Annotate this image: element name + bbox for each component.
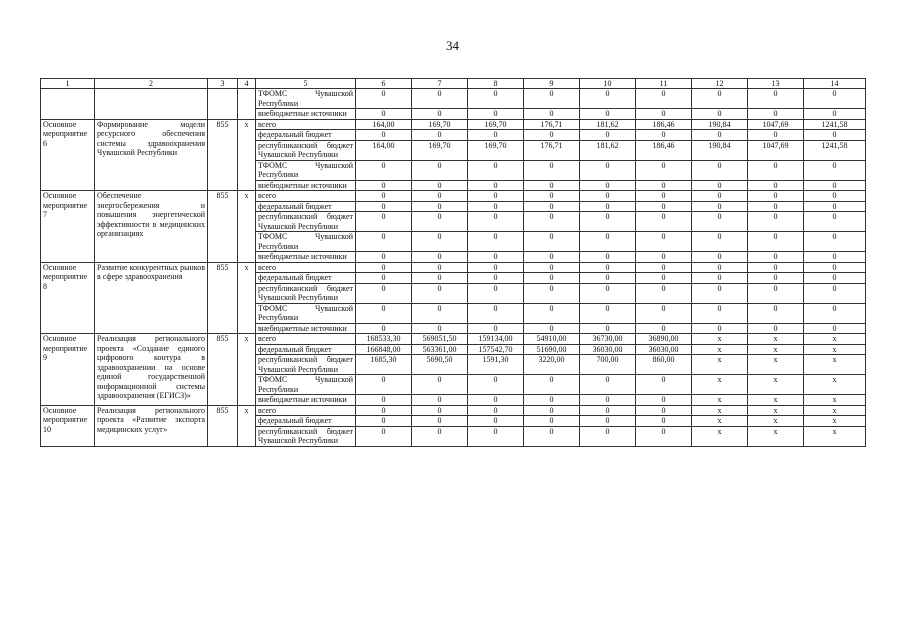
value-cell: 0 [524,273,580,284]
activity-description: Обеспечение энергосбережения и повышения энергетической эффективности в медицинских организациях [95,191,208,263]
budget-code: 855 [208,405,238,446]
value-cell: 181,62 [580,140,636,160]
value-cell: 0 [468,191,524,202]
activity-name: Основное мероприятие 8 [41,262,95,334]
value-cell: 0 [580,405,636,416]
value-cell: 51690,00 [524,344,580,355]
value-cell: x [748,375,804,395]
value-cell: 0 [580,375,636,395]
value-cell: x [804,355,866,375]
value-cell: 0 [356,180,412,191]
activity-name: Основное мероприятие 6 [41,119,95,191]
value-cell: 0 [804,303,866,323]
value-cell: 0 [412,180,468,191]
value-cell: 157542,70 [468,344,524,355]
value-cell: 0 [748,191,804,202]
value-cell: 0 [468,273,524,284]
value-cell: 0 [412,273,468,284]
value-cell: 0 [412,283,468,303]
value-cell: 0 [524,426,580,446]
value-cell: 0 [412,426,468,446]
value-cell: 0 [524,375,580,395]
table-row [41,262,866,273]
value-cell: x [748,405,804,416]
value-cell: 0 [580,191,636,202]
value-cell: 0 [692,232,748,252]
value-cell: 0 [636,191,692,202]
activity-name: Основное мероприятие 7 [41,191,95,263]
column-header: 2 [95,79,208,89]
code-mark: x [238,405,256,446]
value-cell: x [748,395,804,406]
funding-source: ТФОМС Чувашской Республики [256,232,356,252]
value-cell: 0 [580,416,636,427]
value-cell: 860,00 [636,355,692,375]
value-cell: 0 [580,303,636,323]
column-header: 5 [256,79,356,89]
value-cell: 1241,58 [804,140,866,160]
column-header: 14 [804,79,866,89]
value-cell: 0 [580,180,636,191]
value-cell: 169,70 [412,119,468,130]
value-cell: x [692,355,748,375]
activity-description: Реализация регионального проекта «Создание единого цифрового контура в здравоохранении на основе единой государственной информационной системы здравоохранения (ЕГИСЗ)» [95,334,208,406]
value-cell: 0 [412,232,468,252]
funding-source: внебюджетные источники [256,323,356,334]
value-cell: 0 [580,212,636,232]
value-cell: 0 [356,375,412,395]
value-cell: 54910,00 [524,334,580,345]
value-cell: 0 [748,130,804,141]
value-cell: 0 [524,395,580,406]
value-cell: x [748,344,804,355]
value-cell: 0 [412,89,468,109]
value-cell: 0 [412,262,468,273]
value-cell: 0 [524,130,580,141]
value-cell: 0 [468,130,524,141]
value-cell: 0 [804,273,866,284]
value-cell: 0 [468,89,524,109]
funding-source: ТФОМС Чувашской Республики [256,375,356,395]
value-cell: x [692,334,748,345]
value-cell: 0 [692,130,748,141]
value-cell: 0 [468,416,524,427]
value-cell: 0 [636,283,692,303]
value-cell: 1591,30 [468,355,524,375]
value-cell: 0 [636,395,692,406]
value-cell: 0 [580,426,636,446]
funding-source: федеральный бюджет [256,273,356,284]
value-cell: 0 [748,303,804,323]
value-cell: 0 [804,89,866,109]
value-cell: 0 [748,89,804,109]
value-cell: 0 [412,130,468,141]
value-cell: 569051,50 [412,334,468,345]
value-cell: 0 [748,262,804,273]
funding-source: федеральный бюджет [256,416,356,427]
funding-source: внебюджетные источники [256,395,356,406]
value-cell: 0 [580,232,636,252]
value-cell: 0 [636,252,692,263]
value-cell: 0 [748,201,804,212]
value-cell: 0 [804,212,866,232]
value-cell: 0 [748,109,804,120]
value-cell: 0 [692,180,748,191]
funding-source: республиканский бюджет Чувашской Республики [256,355,356,375]
value-cell: 0 [412,405,468,416]
budget-code: 855 [208,334,238,406]
value-cell: 0 [692,191,748,202]
funding-source: всего [256,191,356,202]
value-cell: 0 [748,283,804,303]
value-cell: 0 [412,416,468,427]
value-cell: 0 [524,109,580,120]
value-cell: 36890,00 [636,334,692,345]
value-cell: 0 [412,191,468,202]
value-cell: 0 [748,212,804,232]
column-header: 9 [524,79,580,89]
value-cell: x [692,416,748,427]
value-cell: 0 [524,201,580,212]
funding-source: республиканский бюджет Чувашской Республики [256,212,356,232]
value-cell: x [804,395,866,406]
value-cell: 190,84 [692,119,748,130]
value-cell: 0 [356,252,412,263]
value-cell: 0 [524,323,580,334]
value-cell: 0 [748,160,804,180]
value-cell: 0 [524,303,580,323]
value-cell: 0 [412,323,468,334]
value-cell: 0 [692,160,748,180]
value-cell: 1685,30 [356,355,412,375]
value-cell: 0 [356,283,412,303]
value-cell: 0 [356,130,412,141]
value-cell: 36730,00 [580,334,636,345]
value-cell: 0 [524,212,580,232]
value-cell: 0 [356,212,412,232]
value-cell: 0 [636,303,692,323]
value-cell: x [748,416,804,427]
value-cell: 0 [580,323,636,334]
value-cell: 0 [468,405,524,416]
funding-source: внебюджетные источники [256,180,356,191]
funding-source: федеральный бюджет [256,344,356,355]
column-header: 7 [412,79,468,89]
value-cell: 0 [356,109,412,120]
activity-description [95,89,208,120]
value-cell: 0 [524,191,580,202]
value-cell: 0 [356,405,412,416]
value-cell: 159134,00 [468,334,524,345]
value-cell: 0 [580,89,636,109]
table-row [41,405,866,416]
activity-name [41,89,95,120]
value-cell: 0 [692,109,748,120]
value-cell: 0 [356,426,412,446]
column-header: 1 [41,79,95,89]
value-cell: 1047,69 [748,119,804,130]
value-cell: x [804,426,866,446]
column-header: 11 [636,79,692,89]
value-cell: 563361,00 [412,344,468,355]
value-cell: 0 [580,395,636,406]
value-cell: 0 [804,283,866,303]
column-header: 10 [580,79,636,89]
value-cell: 1047,69 [748,140,804,160]
value-cell: 0 [748,232,804,252]
value-cell: 0 [468,262,524,273]
value-cell: 0 [468,212,524,232]
code-mark: x [238,191,256,263]
value-cell: x [748,426,804,446]
value-cell: 0 [692,283,748,303]
value-cell: 0 [524,283,580,303]
value-cell: 3220,00 [524,355,580,375]
value-cell: 0 [412,160,468,180]
code-mark: x [238,262,256,334]
value-cell: 0 [692,303,748,323]
value-cell: 0 [524,252,580,263]
value-cell: 0 [804,130,866,141]
value-cell: 176,71 [524,140,580,160]
value-cell: 0 [412,303,468,323]
value-cell: 0 [524,180,580,191]
value-cell: 0 [356,262,412,273]
funding-source: республиканский бюджет Чувашской Республики [256,283,356,303]
column-header: 3 [208,79,238,89]
value-cell: 0 [356,303,412,323]
funding-source: внебюджетные источники [256,252,356,263]
column-header: 13 [748,79,804,89]
value-cell: x [804,334,866,345]
value-cell: 0 [356,416,412,427]
value-cell: 190,84 [692,140,748,160]
value-cell: 0 [356,89,412,109]
value-cell: 0 [636,89,692,109]
value-cell: 0 [748,180,804,191]
value-cell: 0 [636,405,692,416]
value-cell: x [692,405,748,416]
value-cell: 0 [580,160,636,180]
funding-source: всего [256,119,356,130]
value-cell: 0 [524,262,580,273]
value-cell: 0 [468,232,524,252]
funding-source: республиканский бюджет Чувашской Республики [256,140,356,160]
value-cell: x [692,395,748,406]
value-cell: 0 [524,405,580,416]
value-cell: 169,70 [468,119,524,130]
activity-name: Основное мероприятие 10 [41,405,95,446]
value-cell: 0 [804,180,866,191]
value-cell: 0 [412,109,468,120]
value-cell: 0 [468,323,524,334]
value-cell: 0 [580,273,636,284]
table-row [41,191,866,202]
value-cell: 0 [636,262,692,273]
funding-source: всего [256,262,356,273]
value-cell: 0 [636,375,692,395]
value-cell: 0 [468,160,524,180]
budget-code [208,89,238,120]
value-cell: 0 [692,262,748,273]
value-cell: 0 [468,109,524,120]
value-cell: 0 [804,252,866,263]
value-cell: 0 [468,303,524,323]
column-header: 8 [468,79,524,89]
value-cell: x [804,344,866,355]
value-cell: 0 [804,160,866,180]
value-cell: 164,00 [356,119,412,130]
value-cell: 0 [468,375,524,395]
value-cell: 0 [580,109,636,120]
value-cell: 0 [748,323,804,334]
value-cell: 0 [468,395,524,406]
value-cell: 0 [636,212,692,232]
budget-table [40,78,866,447]
value-cell: 0 [636,109,692,120]
value-cell: 0 [636,180,692,191]
value-cell: 169,70 [412,140,468,160]
value-cell: 0 [748,252,804,263]
value-cell: 0 [524,160,580,180]
value-cell: 0 [356,323,412,334]
value-cell: 186,46 [636,119,692,130]
column-header: 6 [356,79,412,89]
value-cell: 0 [412,212,468,232]
table-row [41,89,866,109]
value-cell: 0 [356,395,412,406]
value-cell: 0 [412,201,468,212]
budget-code: 855 [208,119,238,191]
value-cell: 0 [804,201,866,212]
funding-source: ТФОМС Чувашской Республики [256,303,356,323]
value-cell: 181,62 [580,119,636,130]
value-cell: 0 [692,273,748,284]
value-cell: 0 [804,323,866,334]
value-cell: x [804,416,866,427]
value-cell: x [748,355,804,375]
page-number: 34 [446,38,459,53]
funding-source: всего [256,334,356,345]
funding-source: всего [256,405,356,416]
value-cell: 0 [412,375,468,395]
value-cell: x [692,344,748,355]
value-cell: 36030,00 [580,344,636,355]
funding-source: внебюджетные источники [256,109,356,120]
value-cell: 700,00 [580,355,636,375]
value-cell: 0 [580,262,636,273]
funding-source: федеральный бюджет [256,201,356,212]
column-header: 4 [238,79,256,89]
value-cell: 0 [636,426,692,446]
code-mark [238,89,256,120]
code-mark: x [238,334,256,406]
value-cell: 36030,00 [636,344,692,355]
value-cell: 169,70 [468,140,524,160]
value-cell: 168533,30 [356,334,412,345]
value-cell: x [692,375,748,395]
value-cell: 0 [636,130,692,141]
budget-code: 855 [208,191,238,263]
value-cell: 0 [356,160,412,180]
value-cell: x [804,375,866,395]
value-cell: 0 [636,273,692,284]
value-cell: 0 [692,89,748,109]
funding-source: республиканский бюджет Чувашской Республики [256,426,356,446]
value-cell: 0 [412,395,468,406]
value-cell: 0 [804,109,866,120]
activity-description: Формирование модели ресурсного обеспечения системы здравоохранения Чувашской Республики [95,119,208,191]
value-cell: 0 [748,273,804,284]
value-cell: 0 [580,252,636,263]
value-cell: 0 [468,283,524,303]
value-cell: 0 [636,323,692,334]
value-cell: 186,46 [636,140,692,160]
value-cell: x [748,334,804,345]
value-cell: 0 [580,130,636,141]
value-cell: 164,00 [356,140,412,160]
value-cell: 0 [636,232,692,252]
activity-description: Развитие конкурентных рынков в сфере здравоохранения [95,262,208,334]
value-cell: 0 [468,426,524,446]
value-cell: 0 [524,416,580,427]
value-cell: 0 [692,212,748,232]
value-cell: 0 [524,89,580,109]
funding-source: ТФОМС Чувашской Республики [256,89,356,109]
header-row [41,79,866,89]
value-cell: 0 [412,252,468,263]
value-cell: 0 [356,273,412,284]
value-cell: 0 [636,160,692,180]
value-cell: 0 [692,201,748,212]
value-cell: 0 [804,191,866,202]
value-cell: 1241,58 [804,119,866,130]
funding-source: федеральный бюджет [256,130,356,141]
value-cell: 0 [356,201,412,212]
value-cell: 166848,00 [356,344,412,355]
value-cell: 0 [524,232,580,252]
value-cell: 0 [580,283,636,303]
column-header: 12 [692,79,748,89]
value-cell: x [692,426,748,446]
table-row [41,119,866,130]
value-cell: x [804,405,866,416]
value-cell: 0 [468,201,524,212]
value-cell: 5690,50 [412,355,468,375]
value-cell: 0 [804,262,866,273]
activity-name: Основное мероприятие 9 [41,334,95,406]
value-cell: 176,71 [524,119,580,130]
value-cell: 0 [692,323,748,334]
budget-code: 855 [208,262,238,334]
value-cell: 0 [692,252,748,263]
value-cell: 0 [636,416,692,427]
value-cell: 0 [468,252,524,263]
value-cell: 0 [356,232,412,252]
value-cell: 0 [468,180,524,191]
value-cell: 0 [580,201,636,212]
funding-source: ТФОМС Чувашской Республики [256,160,356,180]
value-cell: 0 [636,201,692,212]
code-mark: x [238,119,256,191]
value-cell: 0 [804,232,866,252]
activity-description: Реализация регионального проекта «Развитие экспорта медицинских услуг» [95,405,208,446]
value-cell: 0 [356,191,412,202]
table-row [41,334,866,345]
